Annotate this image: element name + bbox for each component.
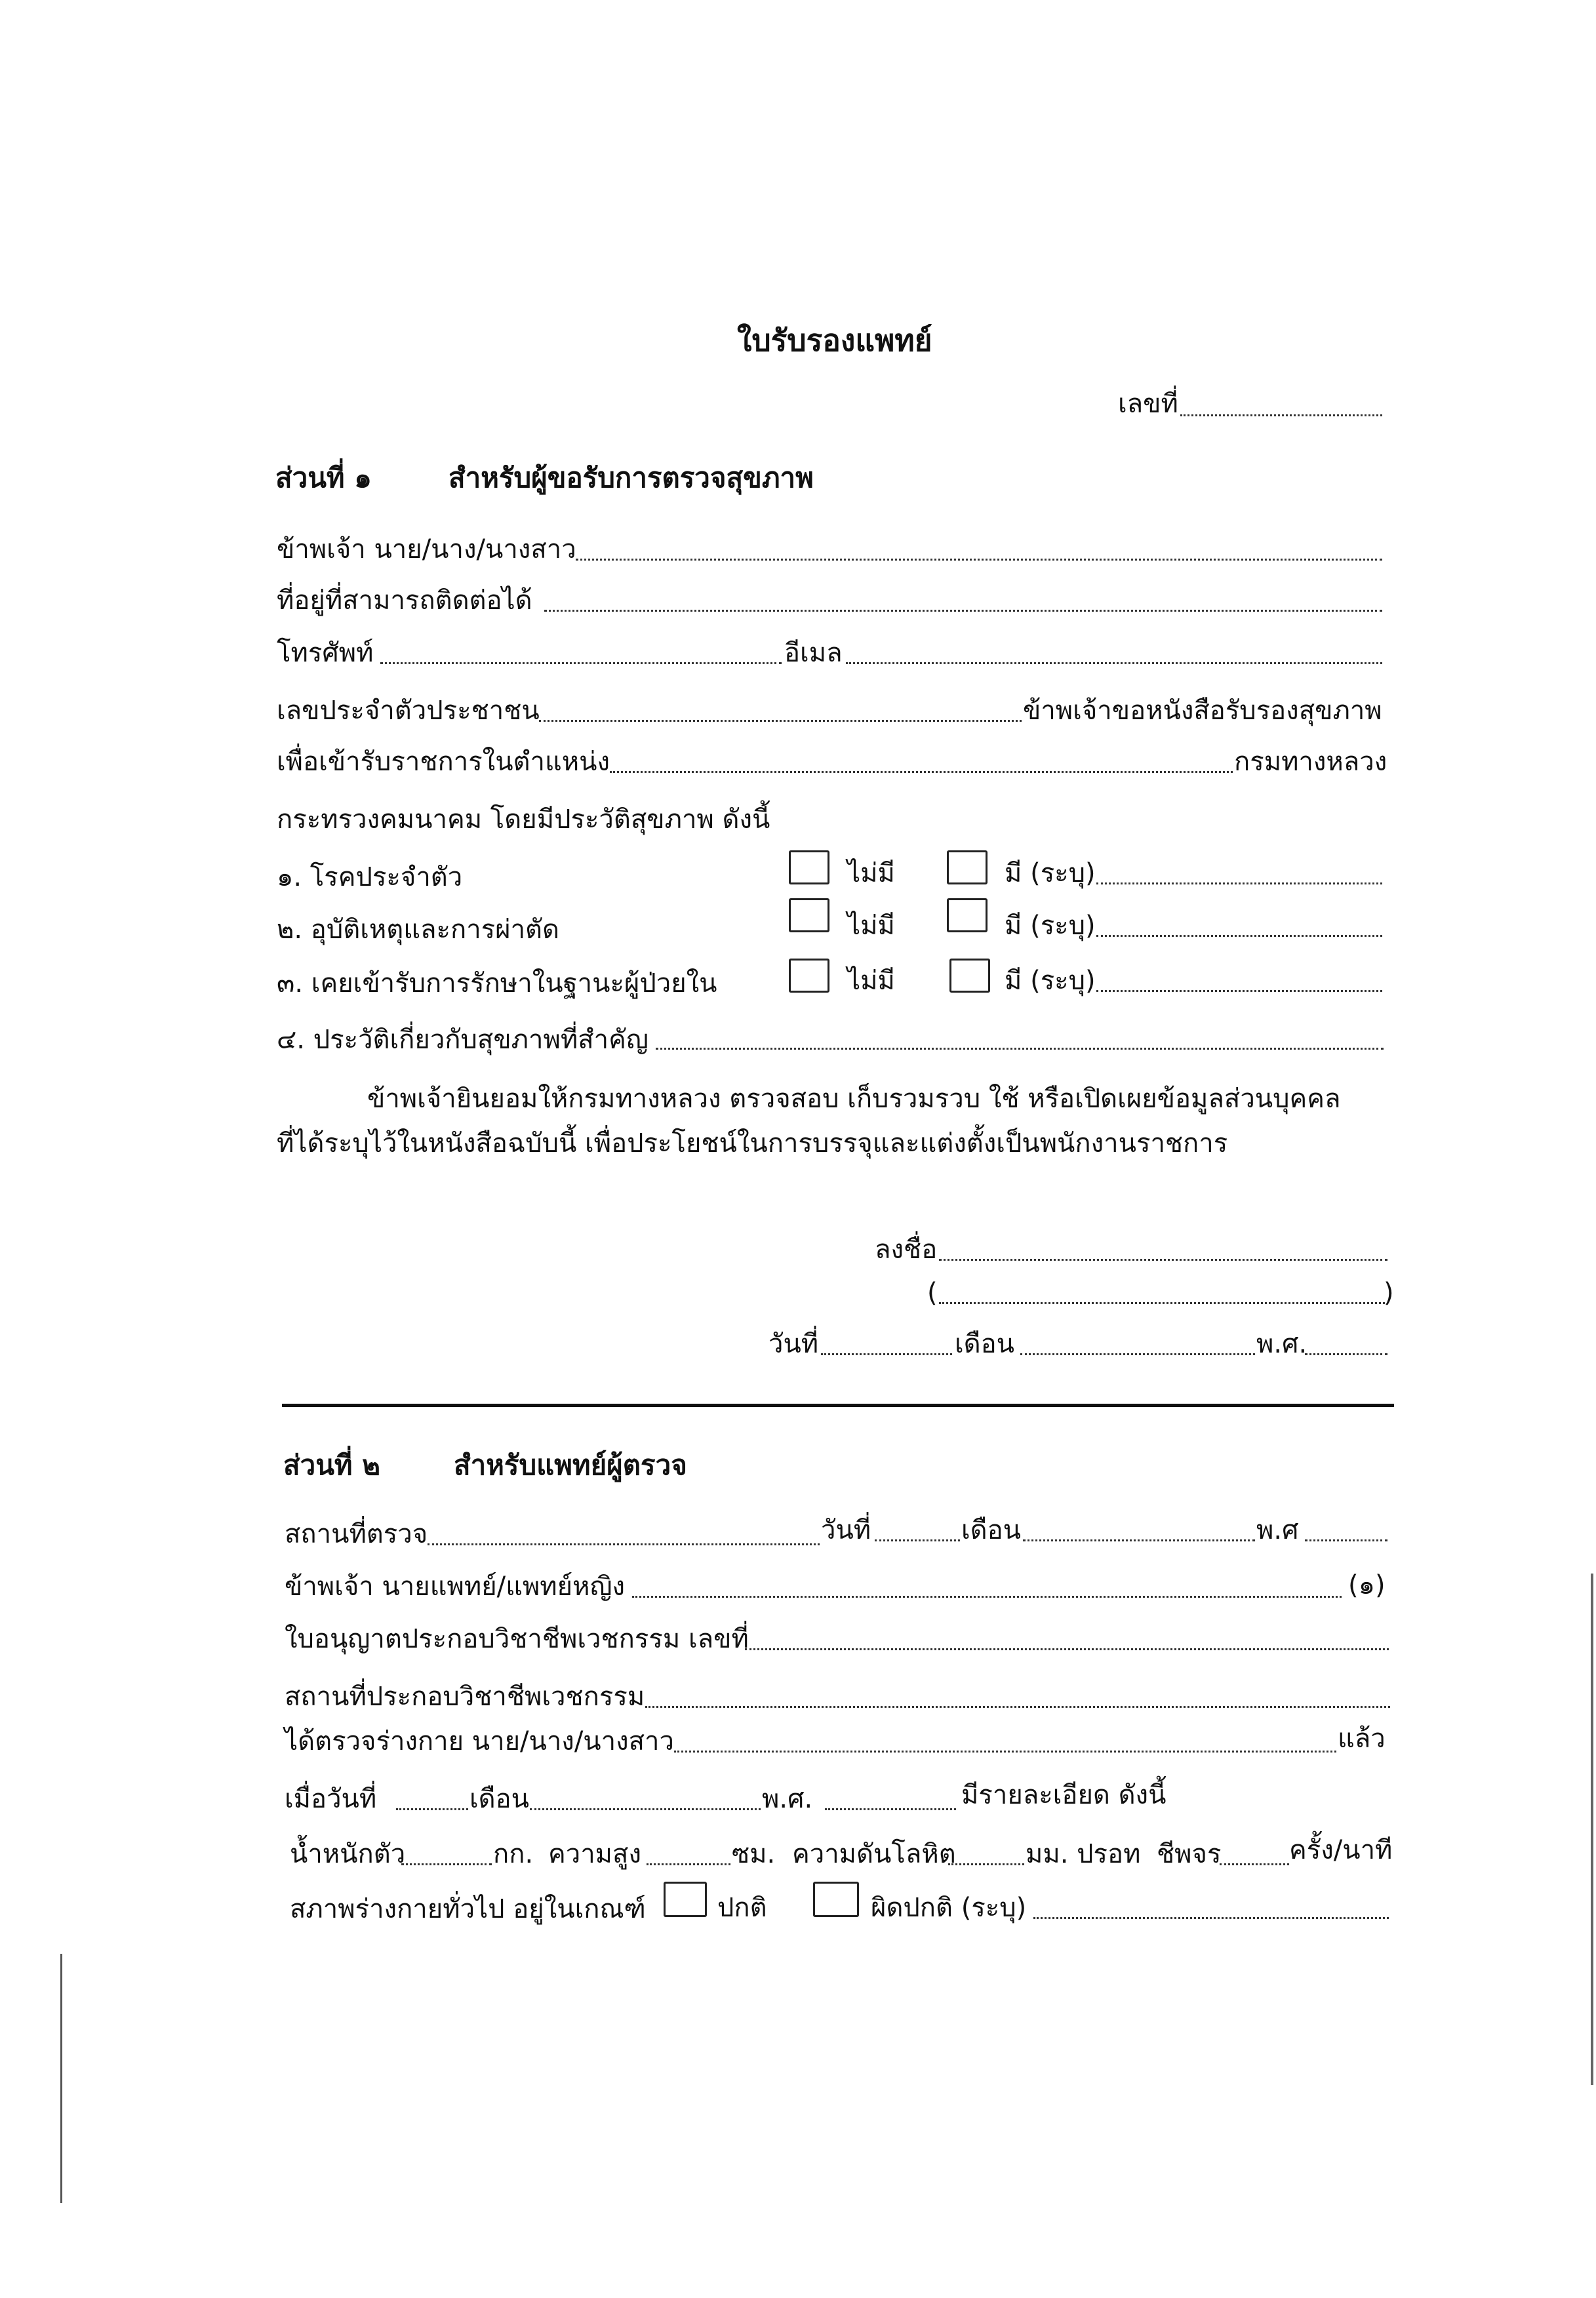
item2-no-checkbox[interactable]: [789, 898, 829, 932]
abnormal-checkbox[interactable]: [813, 1882, 859, 1917]
item4-field[interactable]: [656, 1048, 1384, 1050]
height-unit: ซม.: [732, 1839, 776, 1869]
item1-detail-field[interactable]: [1096, 882, 1382, 884]
item1-no-checkbox[interactable]: [789, 850, 829, 884]
part2-subheading: สำหรับแพทย์ผู้ตรวจ: [454, 1449, 687, 1481]
abnormal-label: ผิดปกติ (ระบุ): [871, 1893, 1027, 1923]
doctor-name-field[interactable]: [632, 1596, 1342, 1598]
consent-line-1: ข้าพเจ้ายินยอมให้กรมทางหลวง ตรวจสอบ เก็บรวมรวบ ใช้ หรือเปิดเผยข้อมูลส่วนบุคคล: [367, 1084, 1341, 1114]
sign-year-label: พ.ศ.: [1256, 1329, 1307, 1359]
when-year-field[interactable]: [825, 1808, 956, 1810]
when-date-label: เมื่อวันที่: [285, 1784, 377, 1814]
license-label: ใบอนุญาตประกอบวิชาชีพเวชกรรม เลขที่: [285, 1624, 749, 1654]
email-field[interactable]: [846, 662, 1382, 664]
exam-month-label: เดือน: [961, 1515, 1022, 1545]
paren-close: ): [1384, 1278, 1394, 1308]
address-label: ที่อยู่ที่สามารถติดต่อได้: [277, 585, 532, 616]
item2-yes-label: มี (ระบุ): [1005, 911, 1096, 941]
doc-number-field[interactable]: [1180, 414, 1382, 416]
exam-date-field[interactable]: [875, 1539, 960, 1541]
email-label: อีเมล: [784, 638, 843, 668]
position-field[interactable]: [610, 771, 1233, 773]
exam-place-label: สถานที่ตรวจ: [285, 1519, 428, 1549]
weight-label: น้ำหนักตัว: [290, 1839, 406, 1869]
consent-line-2: ที่ได้ระบุไว้ในหนังสือฉบับนี้ เพื่อประโยชน์ในการบรรจุและแต่งตั้งเป็นพนักงานราชการ: [277, 1128, 1228, 1159]
details-text: มีรายละเอียด ดังนี้: [961, 1780, 1167, 1810]
pulse-field[interactable]: [1220, 1863, 1289, 1865]
item3-detail-field[interactable]: [1096, 990, 1382, 992]
sign-month-field[interactable]: [1020, 1353, 1255, 1355]
signature-label: ลงชื่อ: [875, 1235, 938, 1265]
request-text: ข้าพเจ้าขอหนังสือรับรองสุขภาพ: [1023, 696, 1382, 726]
general-condition-label: สภาพร่างกายทั่วไป อยู่ในเกณฑ์: [290, 1894, 646, 1924]
item3-no-checkbox[interactable]: [789, 959, 829, 993]
part2-heading: ส่วนที่ ๒: [283, 1449, 380, 1481]
license-field[interactable]: [745, 1648, 1389, 1650]
item3-yes-checkbox[interactable]: [949, 959, 990, 993]
item4-label: ๔. ประวัติเกี่ยวกับสุขภาพที่สำคัญ: [277, 1025, 648, 1055]
item1-label: ๑. โรคประจำตัว: [277, 862, 463, 892]
bp-label: ความดันโลหิต: [792, 1839, 956, 1869]
part1-heading: ส่วนที่ ๑: [275, 462, 372, 494]
ministry-line: กระทรวงคมนาคม โดยมีประวัติสุขภาพ ดังนี้: [277, 804, 770, 835]
name-label: ข้าพเจ้า นาย/นาง/นางสาว: [277, 534, 576, 565]
weight-field[interactable]: [401, 1863, 492, 1865]
item3-yes-label: มี (ระบุ): [1005, 966, 1096, 996]
id-label: เลขประจำตัวประชาชน: [277, 696, 540, 726]
department-text: กรมทางหลวง: [1234, 747, 1387, 777]
pulse-label: ชีพจร: [1157, 1839, 1222, 1869]
bp-unit: มม. ปรอท: [1026, 1839, 1141, 1869]
signature-field[interactable]: [939, 1259, 1387, 1261]
height-label: ความสูง: [548, 1839, 641, 1869]
printed-name-field[interactable]: [939, 1302, 1385, 1304]
exam-year-label: พ.ศ: [1256, 1515, 1299, 1545]
item3-label: ๓. เคยเข้ารับการรักษาในฐานะผู้ป่วยใน: [277, 968, 717, 999]
item1-no-label: ไม่มี: [847, 858, 895, 888]
examined-label: ได้ตรวจร่างกาย นาย/นาง/นางสาว: [285, 1726, 674, 1756]
item2-label: ๒. อุบัติเหตุและการผ่าตัด: [277, 915, 559, 945]
item1-yes-label: มี (ระบุ): [1005, 858, 1096, 888]
item1-yes-checkbox[interactable]: [947, 850, 988, 884]
examined-suffix: แล้ว: [1338, 1724, 1386, 1754]
exam-place-field[interactable]: [428, 1543, 820, 1545]
sign-month-label: เดือน: [955, 1329, 1015, 1359]
when-date-field[interactable]: [396, 1808, 468, 1810]
weight-unit: กก.: [493, 1839, 534, 1869]
item2-no-label: ไม่มี: [847, 911, 895, 941]
when-year-label: พ.ศ.: [762, 1784, 813, 1814]
sign-date-label: วันที่: [768, 1329, 819, 1359]
abnormal-detail-field[interactable]: [1033, 1917, 1389, 1919]
pulse-unit: ครั้ง/นาที: [1289, 1835, 1393, 1865]
height-field[interactable]: [647, 1863, 730, 1865]
doc-number-label: เลขที่: [1118, 389, 1178, 419]
part1-subheading: สำหรับผู้ขอรับการตรวจสุขภาพ: [449, 462, 814, 494]
id-field[interactable]: [539, 720, 1022, 722]
examined-name-field[interactable]: [674, 1751, 1336, 1753]
practice-place-field[interactable]: [645, 1706, 1390, 1708]
doctor-label: ข้าพเจ้า นายแพทย์/แพทย์หญิง: [285, 1572, 626, 1602]
phone-label: โทรศัพท์: [277, 638, 374, 668]
scan-edge-right: [1591, 1574, 1593, 2085]
position-label: เพื่อเข้ารับราชการในตำแหน่ง: [277, 747, 610, 777]
name-field[interactable]: [576, 559, 1382, 561]
sign-date-field[interactable]: [821, 1353, 952, 1355]
normal-checkbox[interactable]: [664, 1882, 707, 1917]
doctor-note: (๑): [1348, 1570, 1386, 1600]
when-month-label: เดือน: [469, 1784, 530, 1814]
document-title: ใบรับรองแพทย์: [737, 323, 932, 358]
item3-no-label: ไม่มี: [847, 966, 895, 996]
section-divider: [282, 1404, 1394, 1407]
sign-year-field[interactable]: [1305, 1353, 1387, 1355]
scan-edge-left: [60, 1954, 62, 2203]
exam-month-field[interactable]: [1023, 1539, 1255, 1541]
item2-yes-checkbox[interactable]: [947, 898, 988, 932]
exam-date-label: วันที่: [821, 1515, 871, 1545]
bp-field[interactable]: [948, 1863, 1024, 1865]
address-field[interactable]: [544, 610, 1382, 612]
phone-field[interactable]: [380, 662, 782, 664]
exam-year-field[interactable]: [1305, 1539, 1387, 1541]
when-month-field[interactable]: [530, 1808, 761, 1810]
item2-detail-field[interactable]: [1096, 935, 1382, 937]
practice-place-label: สถานที่ประกอบวิชาชีพเวชกรรม: [285, 1682, 645, 1712]
paren-open: (: [927, 1278, 938, 1308]
normal-label: ปกติ: [717, 1893, 767, 1923]
